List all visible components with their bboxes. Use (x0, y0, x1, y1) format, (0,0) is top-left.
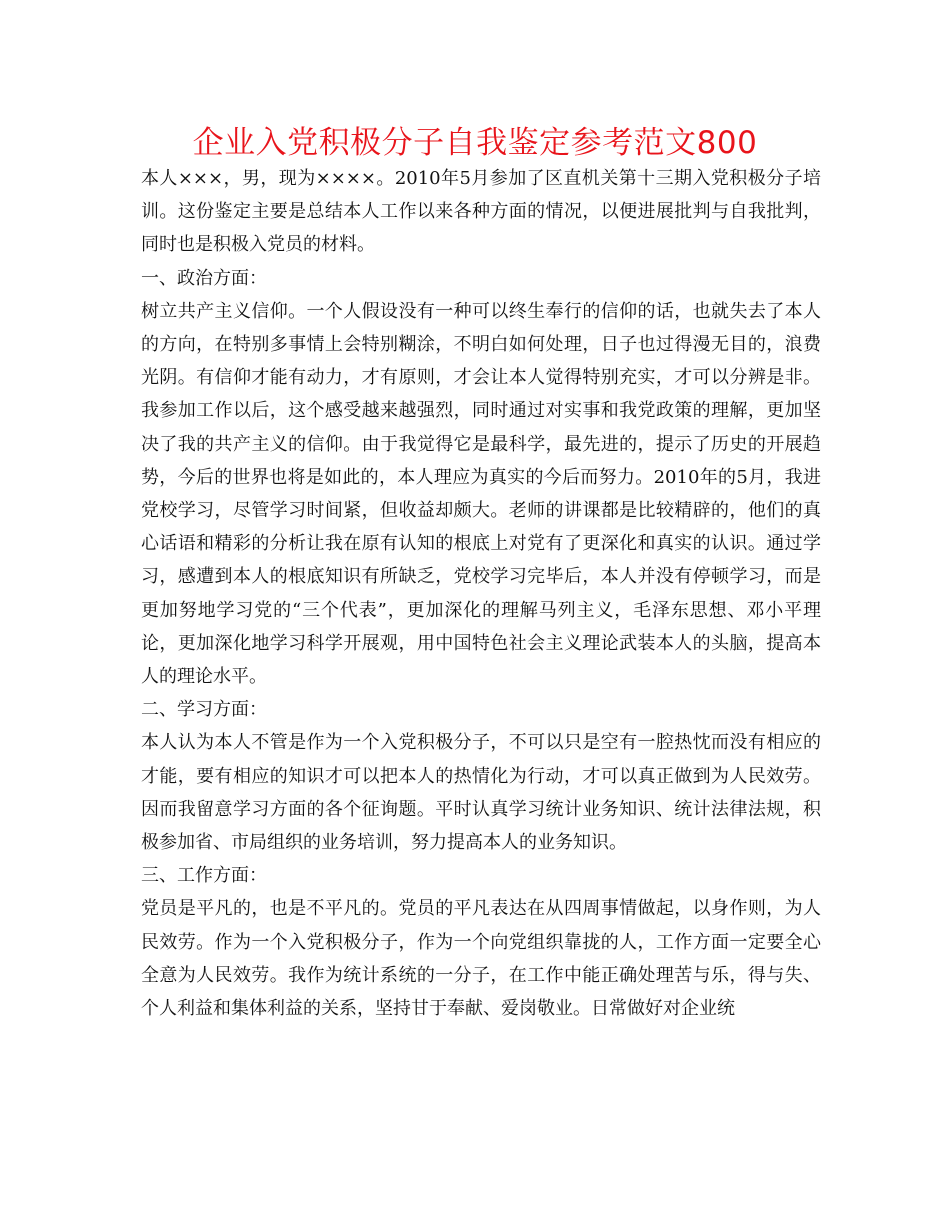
section-heading-politics: 一、政治方面： (141, 267, 267, 289)
section-heading-study: 二、学习方面： (141, 699, 267, 721)
intro-paragraph: 本人×××，男，现为××××。2010年5月参加了区直机关第十三期入党积极分子培训。这份鉴定主要是总结本人工作以来各种方面的情况，以便进展批判与自我批判，同时也是积极入党员的材料。 (141, 168, 821, 256)
politics-paragraph: 树立共产主义信仰。一个人假设没有一种可以终生奉行的信仰的话，也就失去了本人的方向，在特别多事情上会特别糊涂，不明白如何处理，日子也过得漫无目的，浪费光阴。有信仰才能有动力，才有原则，才会让本人觉得特别充实，才可以分辨是非。我参加工作以后，这个感受越来越强烈，同时通过对实事和我党政策的理解，更加坚决了我的共产主义的信仰。由于我觉得它是最科学，最先进的，提示了历史的开展趋势，今后的世界也将是如此的，本人理应为真实的今后而努力。2010年的5月，我进党校学习，尽管学习时间紧，但收益却颇大。老师的讲课都是比较精辟的，他们的真心话语和精彩的分析让我在原有认知的根底上对党有了更深化和真实的认识。通过学习，感遭到本人的根底知识有所缺乏，党校学习完毕后，本人并没有停顿学习，而是更加努地学习党的“三个代表”，更加深化的理解马列主义，毛泽东思想、邓小平理论，更加深化地学习科学开展观，用中国特色社会主义理论武装本人的头脑，提高本人的理论水平。 (141, 300, 821, 688)
document-title: 企业入党积极分子自我鉴定参考范文800 (192, 125, 758, 161)
document-body (141, 162, 821, 1025)
work-paragraph: 党员是平凡的，也是不平凡的。党员的平凡表达在从四周事情做起，以身作则，为人民效劳。作为一个入党积极分子，作为一个向党组织靠拢的人，工作方面一定要全心全意为人民效劳。我作为统计系统的一分子，在工作中能正确处理苦与乐，得与失、个人利益和集体利益的关系，坚持甘于奉献、爱岗敬业。日常做好对企业统 (141, 898, 821, 1020)
study-paragraph: 本人认为本人不管是作为一个入党积极分子，不可以只是空有一腔热忱而没有相应的才能，要有相应的知识才可以把本人的热情化为行动，才可以真正做到为人民效劳。因而我留意学习方面的各个征询题。平时认真学习统计业务知识、统计法律法规，积极参加省、市局组织的业务培训，努力提高本人的业务知识。 (141, 732, 821, 854)
section-heading-work: 三、工作方面： (141, 865, 267, 887)
